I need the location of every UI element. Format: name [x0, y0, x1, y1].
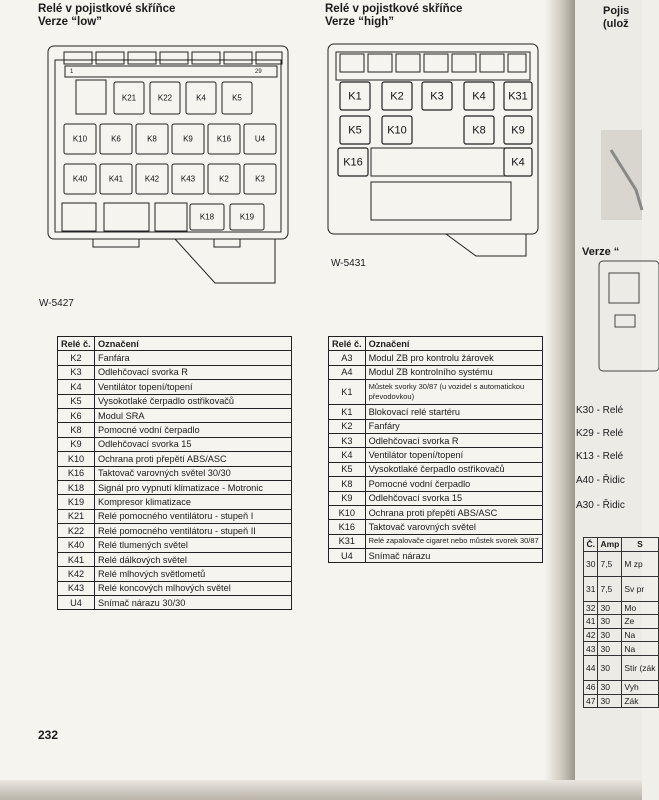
relay-label: K22	[157, 93, 173, 103]
table-row	[58, 408, 292, 422]
table-row	[58, 581, 292, 595]
table-row	[329, 520, 543, 534]
relay-label: K2	[219, 174, 229, 184]
right-page-relay-line: A40 - Řidic	[576, 475, 625, 486]
relay-number: K31	[329, 534, 366, 548]
right-page-title-2: (ulož	[603, 18, 629, 30]
fuse-number: 30	[584, 551, 598, 576]
fuse-amp: 30	[598, 628, 622, 642]
relay-description: Pomocné vodní čerpadlo	[365, 477, 542, 491]
relay-label: K2	[390, 90, 404, 103]
relay-number: A3	[329, 351, 366, 365]
relay-description: Taktovač varovných světel 30/30	[95, 466, 292, 480]
fuse-table-fragment	[583, 537, 659, 708]
table-row	[329, 477, 543, 491]
relay-label: K5	[348, 124, 362, 137]
relay-label: K10	[387, 124, 407, 137]
fuse-amp: 7,5	[598, 576, 622, 601]
table-row	[329, 419, 543, 433]
relay-label: K40	[72, 174, 88, 184]
right-page-relay-line: K29 - Relé	[576, 428, 624, 439]
relay-label: K21	[121, 93, 137, 103]
table-row	[584, 601, 659, 615]
relay-description: Ochrana proti přepětí ABS/ASC	[365, 505, 542, 519]
relay-label: K18	[199, 212, 215, 222]
relay-description: Signál pro vypnutí klimatizace - Motronic	[95, 480, 292, 494]
table-row	[58, 552, 292, 566]
relay-number: K4	[329, 448, 366, 462]
relay-number: K10	[329, 505, 366, 519]
relay-label: K42	[144, 174, 160, 184]
relay-number: U4	[329, 549, 366, 563]
right-page-relay-line: A30 - Řidic	[576, 500, 625, 511]
fuse-number: 41	[584, 615, 598, 629]
relay-description: Vysokotlaké čerpadlo ostřikovačů	[365, 462, 542, 476]
table-row	[58, 495, 292, 509]
relay-number: K2	[329, 419, 366, 433]
relay-description: Ventilátor topení/topení	[95, 380, 292, 394]
relay-number: K19	[58, 495, 95, 509]
table-row	[58, 466, 292, 480]
relay-table-high	[328, 336, 543, 563]
relay-number: K5	[329, 462, 366, 476]
relay-description: Snímač nárazu 30/30	[95, 596, 292, 610]
fuse-header-label: S	[622, 538, 658, 552]
relay-number: K16	[58, 466, 95, 480]
table-row	[329, 433, 543, 447]
relay-description: Relé pomocného ventilátoru - stupeň II	[95, 524, 292, 538]
heading-high-line2: Verze “high”	[325, 16, 395, 28]
relay-label: K6	[111, 134, 121, 144]
relay-description: Odlehčovací svorka 15	[365, 491, 542, 505]
table-row	[584, 615, 659, 629]
relay-label: K9	[183, 134, 193, 144]
table-row	[58, 509, 292, 523]
right-page-relay-line: K13 - Relé	[576, 451, 624, 462]
relay-number: K5	[58, 394, 95, 408]
fuse-amp: 7,5	[598, 551, 622, 576]
relay-label: K5	[232, 93, 242, 103]
relay-number: K8	[58, 423, 95, 437]
relay-number: K3	[58, 365, 95, 379]
fuse-number: 44	[584, 655, 598, 680]
table-row	[58, 452, 292, 466]
fuse-label: Vyh	[622, 680, 658, 694]
fuse-number: 32	[584, 601, 598, 615]
relay-number: K8	[329, 477, 366, 491]
table-row	[58, 538, 292, 552]
fuse-label: Zák	[622, 694, 658, 708]
relay-description: Relé zapalovače cigaret nebo můstek svorek 30/87	[365, 534, 542, 548]
relay-description: Relé mlhových světlometů	[95, 567, 292, 581]
table-row	[329, 505, 543, 519]
relay-label: K9	[511, 124, 525, 137]
fuse-number: 47	[584, 694, 598, 708]
relay-number: K1	[329, 405, 366, 419]
heading-low-line2: Verze “low”	[38, 16, 102, 28]
table-high-header-label: Označení	[365, 337, 542, 351]
table-low-header-label: Označení	[95, 337, 292, 351]
table-row	[58, 567, 292, 581]
relay-number: K22	[58, 524, 95, 538]
relay-number: K42	[58, 567, 95, 581]
heading-low	[38, 3, 175, 29]
relay-label: K41	[108, 174, 124, 184]
table-row	[584, 680, 659, 694]
fuse-amp: 30	[598, 601, 622, 615]
table-row	[584, 628, 659, 642]
relay-table-low	[57, 336, 292, 610]
relay-number: K4	[58, 380, 95, 394]
relay-number: K40	[58, 538, 95, 552]
figure-label-low: W-5427	[39, 298, 74, 309]
relay-description: Relé koncových mlhových světel	[95, 581, 292, 595]
relay-label: K1	[348, 90, 362, 103]
relay-description: Modul SRA	[95, 408, 292, 422]
relay-number: K1	[329, 380, 366, 405]
relay-label: K4	[472, 90, 486, 103]
relay-number: K10	[58, 452, 95, 466]
relay-description: Modul ZB kontrolního systému	[365, 365, 542, 379]
relay-description: Odlehčovací svorka R	[95, 365, 292, 379]
table-row	[329, 462, 543, 476]
heading-low-line1: Relé v pojistkové skříňce	[38, 3, 176, 15]
relay-label: K16	[343, 156, 363, 169]
relay-label: U4	[254, 134, 266, 144]
relay-description: Odlehčovací svorka 15	[95, 437, 292, 451]
book-gutter	[545, 0, 575, 800]
table-row	[58, 437, 292, 451]
right-page-photo	[601, 130, 642, 220]
relay-number: K3	[329, 433, 366, 447]
low-pos-left: 1	[70, 69, 74, 75]
relay-number: K6	[58, 408, 95, 422]
relay-label: K3	[430, 90, 444, 103]
relay-description: Modul ZB pro kontrolu žárovek	[365, 351, 542, 365]
relay-number: K41	[58, 552, 95, 566]
table-row	[584, 576, 659, 601]
relay-number: A4	[329, 365, 366, 379]
relay-description: Relé tlumených světel	[95, 538, 292, 552]
table-row	[58, 423, 292, 437]
table-row	[329, 351, 543, 365]
table-row	[584, 551, 659, 576]
table-low-header-relay: Relé č.	[58, 337, 95, 351]
fuse-label: Stir (zák	[622, 655, 658, 680]
relay-number: K21	[58, 509, 95, 523]
table-row	[58, 351, 292, 365]
table-row	[58, 365, 292, 379]
table-row	[329, 365, 543, 379]
relay-description: Relé dálkových světel	[95, 552, 292, 566]
fuse-label: Sv pr	[622, 576, 658, 601]
table-row	[329, 534, 543, 548]
relay-label: K43	[180, 174, 196, 184]
fuse-amp: 30	[598, 642, 622, 656]
right-page-title-1: Pojis	[603, 5, 630, 17]
relay-label: K10	[72, 134, 88, 144]
relay-description: Blokovací relé startéru	[365, 405, 542, 419]
relay-description: Můstek svorky 30/87 (u vozidel s automatickou převodovkou)	[365, 380, 542, 405]
fuse-amp: 30	[598, 655, 622, 680]
fuse-amp: 30	[598, 680, 622, 694]
relay-description: Odlehčovací svorka R	[365, 433, 542, 447]
table-high-header-relay: Relé č.	[329, 337, 366, 351]
fuse-number: 43	[584, 642, 598, 656]
table-row	[58, 596, 292, 610]
relay-number: K43	[58, 581, 95, 595]
fuse-label: Na	[622, 642, 658, 656]
relay-description: Fanfára	[95, 351, 292, 365]
table-row	[584, 655, 659, 680]
fuse-label: Na	[622, 628, 658, 642]
table-row	[58, 480, 292, 494]
relay-description: Ventilátor topení/topení	[365, 448, 542, 462]
relay-label: K4	[196, 93, 206, 103]
fuse-label: Ze	[622, 615, 658, 629]
relay-label: K8	[147, 134, 157, 144]
relay-description: Snímač nárazu	[365, 549, 542, 563]
relay-box-diagram-low	[40, 38, 302, 288]
fuse-number: 46	[584, 680, 598, 694]
relay-description: Kompresor klimatizace	[95, 495, 292, 509]
heading-high-line1: Relé v pojistkové skříňce	[325, 3, 463, 15]
table-row	[329, 549, 543, 563]
table-row	[584, 694, 659, 708]
table-row	[584, 642, 659, 656]
right-page-verze: Verze “	[582, 246, 620, 258]
relay-label: K19	[239, 212, 255, 222]
fuse-amp: 30	[598, 694, 622, 708]
low-pos-right: 29	[255, 69, 262, 75]
relay-label: K8	[472, 124, 486, 137]
relay-number: K2	[58, 351, 95, 365]
right-page-diagram	[593, 255, 642, 385]
relay-number: K9	[329, 491, 366, 505]
relay-description: Pomocné vodní čerpadlo	[95, 423, 292, 437]
fuse-label: M zp	[622, 551, 658, 576]
relay-label: K16	[216, 134, 232, 144]
table-row	[329, 448, 543, 462]
fuse-header-amp: Amp	[598, 538, 622, 552]
table-row	[329, 491, 543, 505]
fuse-label: Mo	[622, 601, 658, 615]
relay-label: K4	[511, 156, 525, 169]
fuse-amp: 30	[598, 615, 622, 629]
relay-description: Vysokotlaké čerpadlo ostřikovačů	[95, 394, 292, 408]
relay-number: K16	[329, 520, 366, 534]
right-page-relay-line: K30 - Relé	[576, 405, 624, 416]
table-row	[58, 394, 292, 408]
fuse-header-number: Č.	[584, 538, 598, 552]
relay-description: Relé pomocného ventilátoru - stupeň I	[95, 509, 292, 523]
page-edge	[0, 780, 642, 800]
relay-label: K31	[508, 90, 528, 103]
relay-number: K18	[58, 480, 95, 494]
table-row	[329, 380, 543, 405]
relay-description: Taktovač varovných světel	[365, 520, 542, 534]
figure-label-high: W-5431	[331, 258, 366, 269]
table-row	[58, 524, 292, 538]
relay-box-diagram-high	[326, 38, 542, 258]
relay-number: U4	[58, 596, 95, 610]
table-row	[58, 380, 292, 394]
fuse-number: 42	[584, 628, 598, 642]
relay-label: K3	[255, 174, 265, 184]
page-number: 232	[38, 728, 59, 742]
heading-high	[325, 3, 462, 29]
relay-number: K9	[58, 437, 95, 451]
fuse-number: 31	[584, 576, 598, 601]
table-row	[329, 405, 543, 419]
relay-description: Fanfáry	[365, 419, 542, 433]
relay-description: Ochrana proti přepětí ABS/ASC	[95, 452, 292, 466]
